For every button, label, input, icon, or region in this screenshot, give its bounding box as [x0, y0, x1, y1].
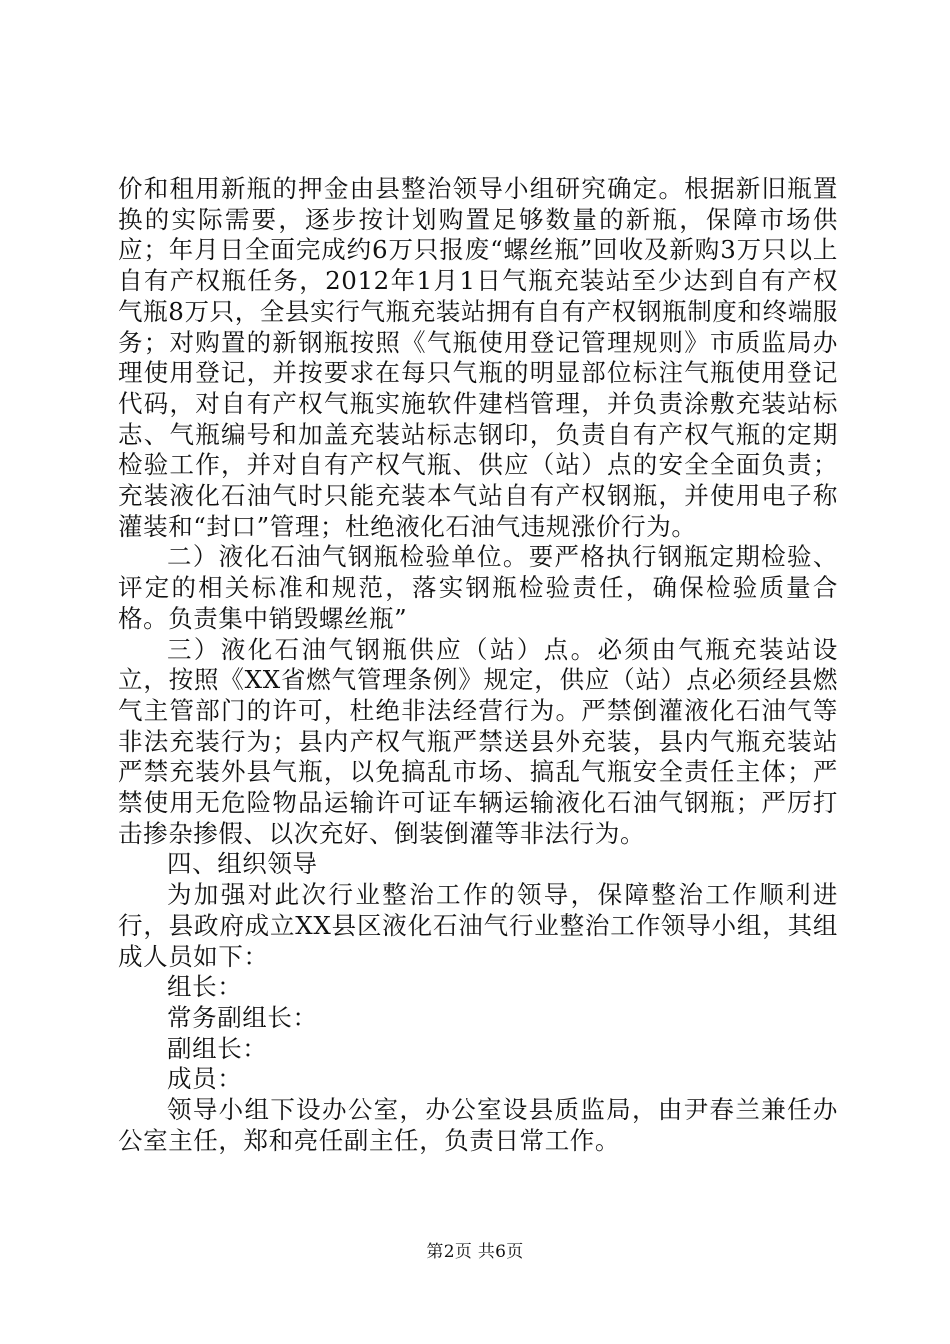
member-line-executive-deputy: 常务副组长： [167, 1002, 318, 1032]
section-heading-organization: 四、组织领导 [167, 849, 318, 879]
member-line-deputy: 副组长： [167, 1033, 268, 1063]
member-line-group-leader: 组长： [167, 972, 243, 1002]
member-line-members: 成员： [167, 1064, 243, 1094]
paragraph-cylinder-replacement: 价和租用新瓶的押金由县整治领导小组研究确定。根据新旧瓶置换的实际需要，逐步按计划购置足够数量的新瓶，保障市场供应；年月日全面完成约6万只报废“螺丝瓶”回收及新购3万只以上自有产权瓶任务，2012年1月1日气瓶充装站至少达到自有产权气瓶8万只，全县实行气瓶充装站拥有自有产权钢瓶制度和终端服务；对购置的新钢瓶按照《气瓶使用登记管理规则》市质监局办理使用登记，并按要求在每只气瓶的明显部位标注气瓶使用登记代码，对自有产权气瓶实施软件建档管理，并负责涂敷充装站标志、气瓶编号和加盖充装站标志钢印，负责自有产权气瓶的定期检验工作，并对自有产权气瓶、供应（站）点的安全全面负责；充装液化石油气时只能充装本气站自有产权钢瓶，并使用电子称灌装和“封口”管理；杜绝液化石油气违规涨价行为。 [118, 174, 838, 541]
paragraph-inspection-unit: 二）液化石油气钢瓶检验单位。要严格执行钢瓶定期检验、评定的相关标准和规范，落实钢瓶检验责任，确保检验质量合格。负责集中销毁螺丝瓶” [118, 542, 838, 633]
page-number-footer: 第2页 共6页 [426, 1242, 524, 1262]
document-body [118, 174, 838, 1157]
paragraph-office: 领导小组下设办公室，办公室设县质监局，由尹春兰兼任办公室主任，郑和亮任副主任，负责日常工作。 [118, 1095, 838, 1155]
paragraph-supply-station: 三）液化石油气钢瓶供应（站）点。必须由气瓶充装站设立，按照《XX省燃气管理条例》规定，供应（站）点必须经县燃气主管部门的许可，杜绝非法经营行为。严禁倒灌液化石油气等非法充装行为；县内产权气瓶严禁送县外充装，县内气瓶充装站严禁充装外县气瓶，以免搞乱市场、搞乱气瓶安全责任主体；严禁使用无危险物品运输许可证车辆运输液化石油气钢瓶；严厉打击掺杂掺假、以次充好、倒装倒灌等非法行为。 [118, 634, 838, 848]
paragraph-leadership-group: 为加强对此次行业整治工作的领导，保障整治工作顺利进行，县政府成立XX县区液化石油气行业整治工作领导小组，其组成人员如下： [118, 880, 838, 971]
